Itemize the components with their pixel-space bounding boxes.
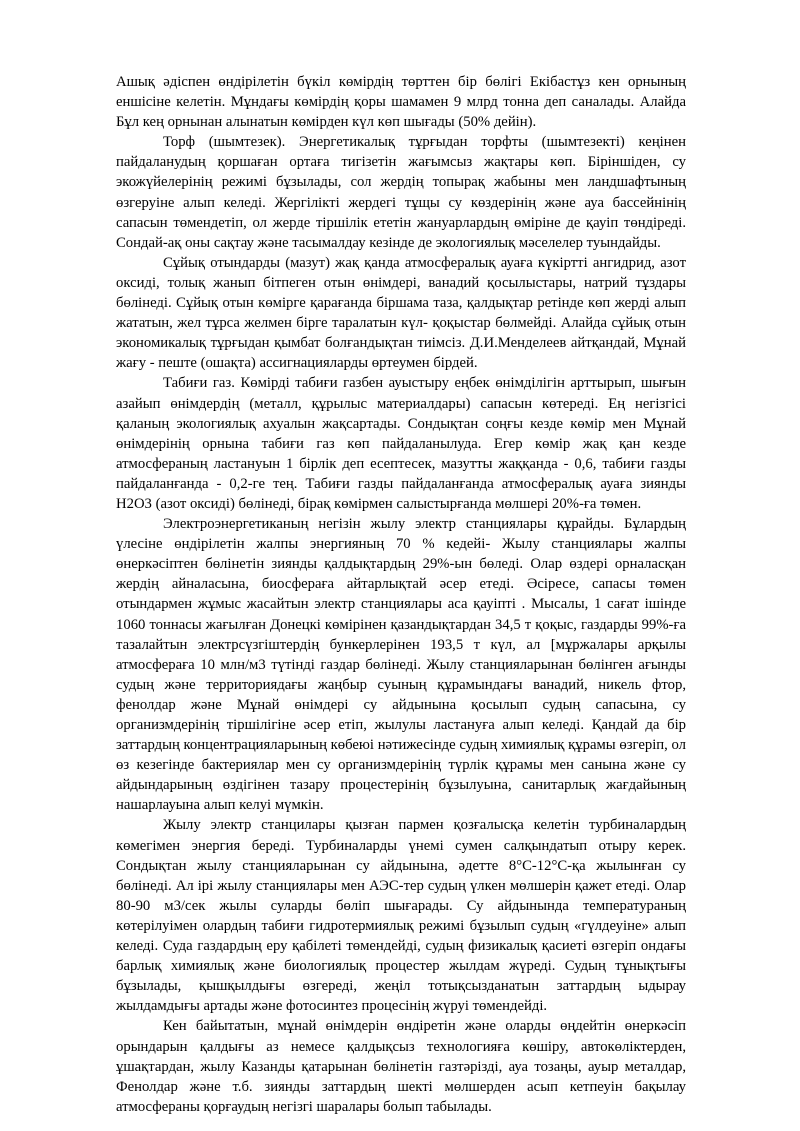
- paragraph-peat: Торф (шымтезек). Энергетикалық тұрғыдан торфты (шымтезекті) кеңінен пайдаланудың қоршаған ортаға тигізетін жағымсыз жақтары көп. Біріншіден, су экожүйелерінің режимі бұзылады, сол жердің топырақ жабыны мен ландшафтының өзгеруіне алып келеді. Жергілікті жердегі тұщы су көздерінің және ауа бассейнінің сапасын төмендетіп, ол жерде тіршілік ететін жануарлардың өміріне де қауіп төндіреді. Сондай-ақ оны сақтау және тасымалдау кезінде де экологиялық мәселелер туындайды.: [116, 134, 686, 251]
- paragraph-natural-gas: Табиғи газ. Көмірді табиғи газбен ауыстыру еңбек өнімділігін арттырып, шығын азайып өнімдердің (металл, құрылыс материалдары) сапасын көтереді. Ең негізгісі қаланың экологиялық ахуалын жақсартады. Сондықтан соңғы кезде көмір мен Мұнай өнімдерінің орнына табиғи газ көп пайдаланылуда. Егер көмір жақ қан кезде атмосфераның ластануын 1 бірлік деп есептесек, мазутты жаққанда - 0,6, табиғи газды пайдаланғанда - 0,2-ге тең. Табиғи газды пайдаланғанда атмосфералық ауаға зиянды Н2О3 (азот оксиді) бөлінеді, бірақ көмірмен салыстырғанда мөлшері 20%-ға төмен.: [116, 375, 686, 512]
- paragraph-thermal-power: Электроэнергетиканың негізін жылу электр станциялары құрайды. Бұлардың үлесіне өндірілетін жалпы энергияның 70 % кедейі- Жылу станциялары жалпы өнеркәсіптен бөлінетін зиянды қалдықтардың 29%-ын бөледі. Олар өздері орналасқан жердің айналасына, биосфераға айтарлықтай әсер етеді. Әсіресе, сапасы төмен отындармен жұмыс жасайтын электр станциялары аса қауіпті . Мысалы, 1 сағат ішінде 1060 тоннасы жағылған Донецкі көмірінен қазандықтардан 34,5 т қоқыс, газдарды 99%-ға тазалайтын электрсүзгіштердің бункерлерінен 193,5 т күл, ал [мұржалары арқылы атмосфераға 10 млн/м3 түтінді газдар бөлінеді. Жылу станцияларынан бөлінген ағынды судың және территориядағы жаңбыр суының құрамындағы ванадий, никель фтор, фенолдар және Мұнай өнімдері су айдынына қосылып судың сапасына, су организмдерінің тіршілігіне әсер етіп, жылулы ластануға алып келеді. Қандай да бір заттардың концентрацияларының көбеюі нәтижесінде судың химиялық құрамы өзгеріп, ол өз кезегінде бактериялар мен су организмдерінің түрлік құрамы мен санына және су айдындарының өздігінен тазару процестерінің бұзылуына, санитарлық жағдайының нашарлауына алып келуі мүмкін.: [116, 516, 686, 814]
- paragraph-atmosphere-protection: Кен байытатын, мұнай өнімдерін өндіретін және оларды өңдейтін өнеркәсіп орындарын қалдығы аз немесе қалдықсыз технологияға көшіру, автокөліктерден, ұшақтардан, жылу Казанды қатарынан бөлінетін газтәрізді, ауа тозаңы, ауыр металдар, Фенолдар және т.б. зиянды заттардың шекті мөлшерден асып кетпеуін бақылау атмосфераны қорғаудың негізгі шаралары болып табылады.: [116, 1018, 686, 1115]
- paragraph-liquid-fuel: Сұйық отындарды (мазут) жақ қанда атмосфералық ауаға күкіртті ангидрид, азот оксиді, толық жанып бітпеген отын өнімдері, ванадий қосылыстары, натрий тұздары бөлінеді. Сұйық отын көмірге қарағанда біршама таза, қалдықтар ретінде көп жерді алып жататын, жел тұрса желмен бірге таралатын күл- қоқыстар бөлмейді. Алайда сұйық отын экономикалық тұрғыдан қымбат болғандықтан тиімсіз. Д.И.Менделеев айтқандай, Мұнай жағу - пеште (ошақта) ассигнацияларды өртеумен бірдей.: [116, 254, 686, 372]
- paragraph-turbines: Жылу электр станцилары қызған пармен қозғалысқа келетін турбиналардың көмегімен энергия береді. Турбиналарды үнемі сумен салқындатып отыру керек. Сондықтан жылу станцияларынан су айдынына, әдетте 8°С-12°С-қа жылынған су бөлінеді. Ал ірі жылу станциялары мен АЭС-тер судың үлкен мөлшерін қажет етеді. Олар 80-90 м3/сек жылы суларды бөліп шығарады. Су айдынында температураның көтерілуімен олардың табиғи гидротермиялық режимі бұзылып судың «гүлдеуіне» алып келеді. Суда газдардың еру қабілеті төмендейді, судың физикалық қасиеті өзгеріп ондағы барлық химиялық және биологиялық процестер жылдам жүреді. Судың тұнықтығы бұзылады, қышқылдығы өзгереді, жеңіл тотықсызданатын заттардың ыдырау жылдамдығы артады және фотосинтез процесінің жүруі төмендейді.: [116, 817, 686, 1015]
- paragraph-coal-ekibastuz: Ашық әдіспен өндірілетін бүкіл көмірдің төрттен бір бөлігі Екібастұз кен орнының еншісіне келетін. Мұндағы көмірдің қоры шамамен 9 млрд тонна деп саналады. Алайда Бұл кең орнынан алынатын көмірден күл көп шығады (50% дейін).: [116, 74, 686, 131]
- document-page: [116, 72, 686, 1117]
